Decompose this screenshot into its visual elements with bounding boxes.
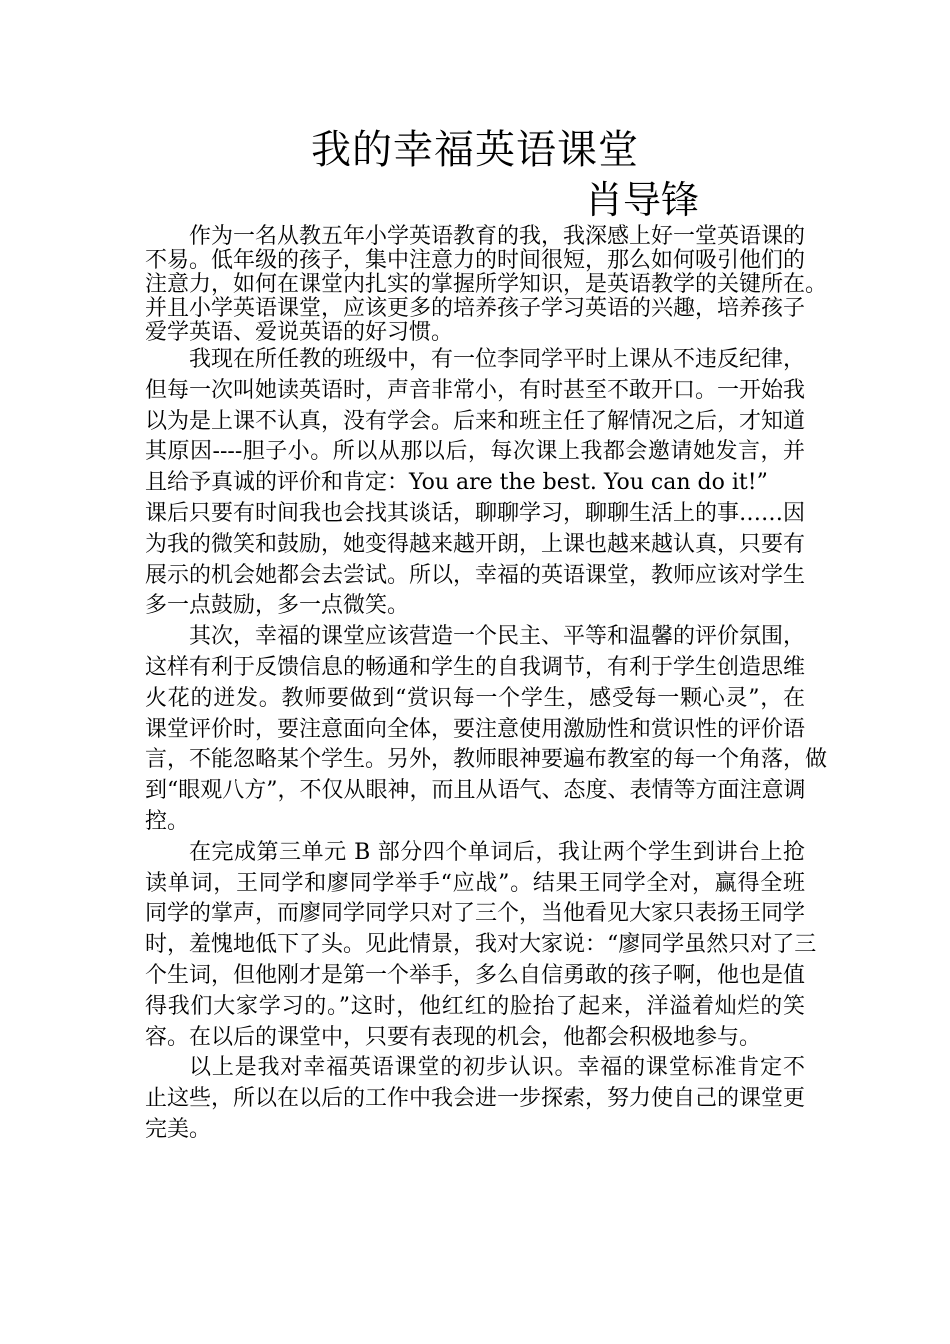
paragraph-line: 容。在以后的课堂中，只要有表现的机会，他都会积极地参与。 [145, 1024, 762, 1050]
paragraph-line: 我现在所任教的班级中，有一位李同学平时上课从不违反纪律， [189, 347, 806, 372]
paragraph-line: 这样有利于反馈信息的畅通和学生的自我调节，有利于学生创造思维 [145, 654, 806, 680]
document-title: 我的幸福英语课堂 [311, 127, 639, 173]
paragraph-line: 以上是我对幸福英语课堂的初步认识。幸福的课堂标准肯定不 [189, 1055, 805, 1081]
paragraph-line: 止这些，所以在以后的工作中我会进一步探索，努力使自己的课堂更 [145, 1086, 806, 1112]
paragraph-line: 其原因----胆子小。所以从那以后，每次课上我都会邀请她发言，并 [145, 439, 805, 465]
paragraph-line: 为我的微笑和鼓励，她变得越来越开朗，上课也越来越认真，只要有 [145, 531, 806, 557]
paragraph-4 [145, 838, 817, 1054]
paragraph-line: 注意力，如何在课堂内扎实的掌握所学知识，是英语教学的关键所在。 [145, 272, 828, 297]
paragraph-line: 个生词，但他刚才是第一个举手，多么自信勇敢的孩子啊，他也是值 [145, 962, 806, 988]
paragraph-5 [145, 1053, 805, 1145]
paragraph-line: 火花的迸发。教师要做到“赏识每一个学生，感受每一颗心灵”，在 [145, 685, 805, 711]
document-body [145, 224, 828, 1146]
paragraph-line: 得我们大家学习的。”这时，他红红的脸抬了起来，洋溢着灿烂的笑 [145, 993, 805, 1019]
paragraph-line: 但每一次叫她读英语时，声音非常小，有时甚至不敢开口。一开始我 [145, 377, 806, 403]
paragraph-line: 读单词，王同学和廖同学举手“应战”。结果王同学全对，赢得全班 [145, 870, 805, 896]
paragraph-line: 其次，幸福的课堂应该营造一个民主、平等和温馨的评价氛围， [189, 624, 806, 650]
paragraph-line: 展示的机会她都会去尝试。所以，幸福的英语课堂，教师应该对学生 [145, 562, 806, 588]
paragraph-line: 以为是上课不认真，没有学会。后来和班主任了解情况之后，才知道 [145, 408, 806, 434]
paragraph-line: 时，羞愧地低下了头。见此情景，我对大家说：“廖同学虽然只对了三 [145, 932, 817, 958]
paragraph-line: 且给予真诚的评价和肯定：You are the best. You can do it!” [145, 470, 768, 496]
paragraph-line: 完美。 [145, 1116, 212, 1142]
paragraph-line: 课后只要有时间我也会找其谈话，聊聊学习，聊聊生活上的事……因 [145, 500, 806, 526]
paragraph-1 [145, 224, 828, 345]
paragraph-line: 不易。低年级的孩子，集中注意力的时间很短，那么如何吸引他们的 [145, 248, 806, 273]
paragraph-line: 多一点鼓励，多一点微笑。 [145, 593, 410, 619]
paragraph-line: 在完成第三单元 B 部分四个单词后，我让两个学生到讲台上抢 [189, 839, 805, 865]
paragraph-line: 言，不能忽略某个学生。另外，教师眼神要遍布教室的每一个角落，做 [145, 747, 828, 773]
paragraph-line: 同学的掌声，而廖同学同学只对了三个，当他看见大家只表扬王同学 [145, 901, 806, 927]
author-name: 肖导锋 [585, 178, 700, 222]
paragraph-line: 作为一名从教五年小学英语教育的我，我深感上好一堂英语课的 [189, 224, 806, 249]
paragraph-line: 课堂评价时，要注意面向全体，要注意使用激励性和赏识性的评价语 [145, 716, 806, 742]
paragraph-line: 到“眼观八方”，不仅从眼神，而且从语气、态度、表情等方面注意调 [145, 778, 806, 804]
paragraph-line: 爱学英语、爱说英语的好习惯。 [145, 320, 454, 345]
paragraph-line: 并且小学英语课堂，应该更多的培养孩子学习英语的兴趣，培养孩子 [145, 296, 806, 321]
paragraph-2 [145, 345, 805, 622]
paragraph-line: 控。 [145, 808, 190, 834]
paragraph-3 [145, 622, 828, 838]
